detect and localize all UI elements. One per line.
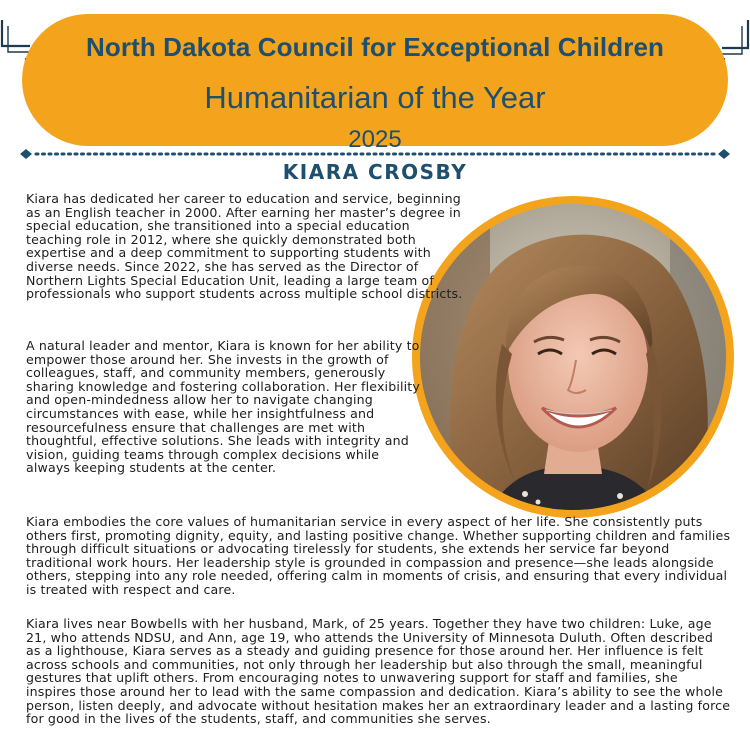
honoree-name: KIARA CROSBY [282,160,468,184]
award-year: 2025 [348,126,402,153]
bio-paragraph-values: Kiara embodies the core values of humanitarian service in every aspect of her life. She consistently puts others first, promoting dignity, equity, and lasting positive change. Whether supporting children and families through difficult situations or advocating tirelessly for students, she extends her service far beyond traditional work hours. Her leadership style is grounded in compassion and presence—she leads alongside others, stepping into any role needed, offering calm in moments of crisis, and ensuring that every individual is treated with respect and care. [26,514,731,597]
bio-paragraph-family: Kiara lives near Bowbells with her husband, Mark, of 25 years. Together they have two children: Luke, age 21, who attends NDSU, and Ann, age 19, who attends the University of Minnesota Duluth. Often described as a lighthouse, Kiara serves as a steady and guiding presence for those around her. Her influence is felt across schools and communities, not only through her leadership but also through the small, meaningful gestures that uplift others. From encouraging notes to unwavering support for staff and families, she inspires those around her to lead with the same compassion and dedication. Kiara’s ability to see the whole person, listen deeply, and advocate without hesitation makes her an extraordinary leader and a lasting force for good in the lives of the students, staff, and communities she serves. [26,616,731,727]
bio-paragraph-leadership: A natural leader and mentor, Kiara is known for her ability to empower those around her. She invests in the growth of colleagues, staff, and community members, generously sharing knowledge and fostering collaboration. Her flexibility and open-mindedness allow her to navigate changing circumstances with ease, while her insightfulness and resourcefulness ensure that challenges are met with thoughtful, effective solutions. She leads with integrity and vision, guiding teams through complex decisions while always keeping students at the center. [26,338,420,476]
organization-name: North Dakota Council for Exceptional Children [86,32,664,62]
award-title: Humanitarian of the Year [204,80,546,115]
bio-paragraph-career: Kiara has dedicated her career to education and service, beginning as an English teacher in 2000. After earning her master’s degree in special education, she transitioned into a special education teaching role in 2012, where she quickly demonstrated both expertise and a deep commitment to supporting students with diverse needs. Since 2022, she has served as the Director of Northern Lights Special Education Unit, leading a large team of professionals who support students across multiple school districts. [26,191,463,302]
title-banner [22,14,728,153]
